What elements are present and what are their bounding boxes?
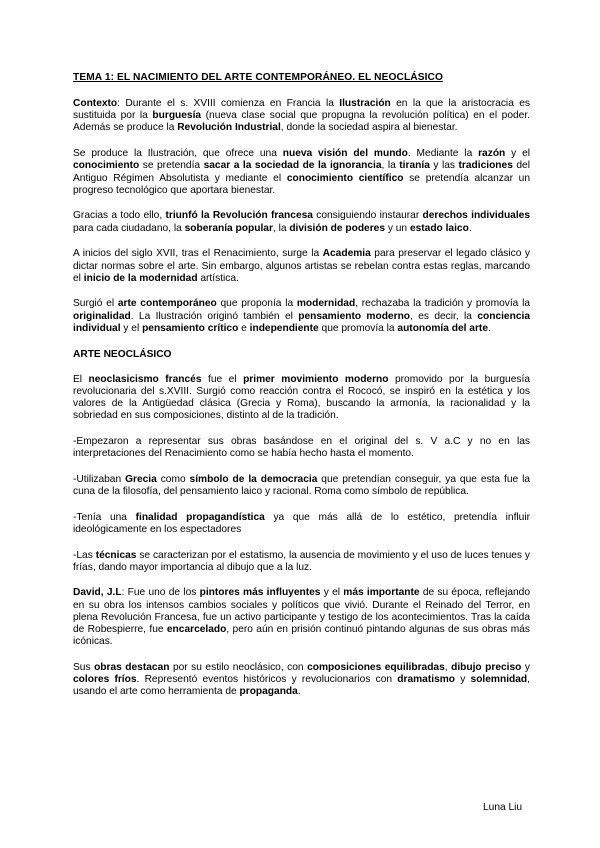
text-run: del Antiguo Régimen Absolutista y mediante el <box>73 160 530 184</box>
bold-term: división de poderes <box>289 222 386 234</box>
text-run: artística. <box>197 272 239 284</box>
text-run: , es decir, la <box>410 310 478 322</box>
bold-term: dramatismo <box>397 674 456 686</box>
text-run: para preservar el legado clásico y dictar normas sobre el arte. Sin embargo, algunos artistas se rebelan contra estas reglas, marcando el <box>73 248 530 284</box>
text-run: -Tenía una <box>73 511 136 523</box>
text-run: promovido por la burguesía revolucionaria del s.XVIII. Surgió como reacción contra el Rococó, se inspiró en la estética y los valores de la Antigüedad clásica (Grecia y Roma), buscando la armonía, la racionalidad y la sobriedad en sus composiciones, distinto al de la tradición. <box>73 373 530 422</box>
intro-section <box>73 98 530 335</box>
bold-term: composiciones equilibradas <box>307 662 445 673</box>
body-paragraph <box>73 374 530 423</box>
text-run: -Las <box>73 549 96 561</box>
text-run: consiguiendo instaurar <box>312 210 423 222</box>
text-run: , rechazaba la tradición y promovía la <box>355 298 531 310</box>
text-run: que promovía la <box>318 322 398 334</box>
bold-term: colores fríos <box>73 674 137 686</box>
text-run: Se produce la Ilustración, que ofrece una <box>73 148 283 160</box>
text-run: . Representó eventos históricos y revolucionarios con <box>136 674 398 686</box>
text-run: ya que más allá de lo estético, pretendía influir ideológicamente en los espectadores <box>73 511 530 535</box>
text-run: , <box>444 662 452 673</box>
bold-term: Contexto <box>73 98 118 109</box>
text-run: El <box>73 373 89 385</box>
body-paragraph <box>73 436 530 460</box>
bold-term: pintores más influyentes <box>199 587 321 599</box>
bold-term: burguesía <box>152 110 202 122</box>
text-run: y las <box>429 160 459 172</box>
text-run: , usando el arte como herramienta de <box>73 674 530 698</box>
bold-term: neoclasicismo francés <box>88 373 202 385</box>
bold-term: Ilustración <box>339 98 391 109</box>
text-run: para cada ciudadano, la <box>73 222 185 234</box>
bold-term: técnicas <box>95 549 137 561</box>
text-run: y <box>521 662 530 673</box>
text-run: . Mediante la <box>407 148 479 160</box>
bold-term: tradiciones <box>458 160 513 172</box>
text-run: , la <box>381 160 400 172</box>
body-paragraph <box>73 98 530 135</box>
text-run: , pero aún en prisión continuó pintando algunas de sus obras más icónicas. <box>73 624 531 648</box>
text-run: fue el <box>201 373 244 385</box>
body-paragraph <box>73 148 530 197</box>
body-paragraph <box>73 662 530 699</box>
bold-term: conocimiento <box>73 160 140 172</box>
bold-term: encarcelado <box>166 624 227 636</box>
bold-term: primer movimiento moderno <box>243 373 389 385</box>
text-run: , la <box>272 222 290 234</box>
text-run: y el <box>320 587 344 599</box>
text-run: se pretendía alcanzar un progreso tecnológico que aportara bienestar. <box>73 172 531 196</box>
bold-term: pensamiento crítico <box>142 322 239 334</box>
text-run: por su estilo neoclásico, con <box>169 662 308 673</box>
document-title: TEMA 1: EL NACIMIENTO DEL ARTE CONTEMPORÁNEO. EL NEOCLÁSICO <box>73 72 444 83</box>
text-run: (nueva clase social que propugna la revolución política) en el poder. Además se produce la <box>73 110 530 134</box>
body-paragraph <box>73 512 530 536</box>
text-run: . <box>468 222 472 234</box>
bold-term: sacar a la sociedad de la ignorancia <box>203 160 382 172</box>
bold-term: símbolo de la democracia <box>189 473 318 485</box>
bold-term: propaganda <box>239 686 298 698</box>
text-run: y el <box>120 322 143 334</box>
bold-term: nueva visión del mundo <box>282 148 408 160</box>
bold-term: Grecia <box>125 473 157 485</box>
text-run: que pretendían conseguir, ya que esta fue la cuna de la filosofía, del pensamiento laico y racional. Roma como símbolo de república. <box>73 473 531 497</box>
bold-term: razón <box>478 148 506 160</box>
bold-term: David, J.L <box>73 587 122 599</box>
text-run: se pretendía <box>139 160 204 172</box>
body-paragraph <box>73 210 530 234</box>
bold-term: solemnidad <box>470 674 528 686</box>
text-run: y <box>455 674 471 686</box>
text-run: Gracias a todo ello, <box>73 210 166 222</box>
bold-term: estado laico <box>409 222 469 234</box>
text-run: . <box>488 322 491 334</box>
body-paragraph <box>73 474 530 498</box>
text-run: y el <box>505 148 530 160</box>
bold-term: más importante <box>343 587 420 599</box>
text-run: . La Ilustración originó también el <box>130 310 299 322</box>
section-heading: ARTE NEOCLÁSICO <box>73 348 172 360</box>
text-run: y un <box>385 222 410 234</box>
text-run: : Durante el s. XVIII comienza en Francia la <box>117 98 340 109</box>
text-run: en la que la aristocracia es sustituida por la <box>73 98 530 122</box>
bold-term: triunfó la Revolución francesa <box>165 210 313 222</box>
text-run: , donde la sociedad aspira al bienestar. <box>280 122 458 134</box>
text-run: : Fue uno de los <box>121 587 200 599</box>
bold-term: arte contemporáneo <box>117 298 217 310</box>
bold-term: modernidad <box>296 298 356 310</box>
body-paragraph <box>73 298 530 335</box>
bold-term: originalidad <box>73 310 131 322</box>
bold-term: finalidad propagandística <box>135 511 265 523</box>
bold-term: Revolución Industrial <box>177 122 281 134</box>
bold-term: derechos individuales <box>422 210 531 222</box>
text-run: que proponía la <box>216 298 297 310</box>
text-run: A inicios del siglo XVII, tras el Renacimiento, surge la <box>73 248 323 260</box>
text-run: e <box>238 322 250 334</box>
text-run: se caracterizan por el estatismo, la ausencia de movimiento y el uso de luces tenues y frías, dando mayor importancia al dibujo que a la luz. <box>73 549 530 573</box>
body-paragraph <box>73 550 530 574</box>
bold-term: pensamiento moderno <box>298 310 411 322</box>
bold-term: obras destacan <box>94 662 170 673</box>
text-run: como <box>156 473 190 485</box>
bold-term: conciencia individual <box>73 310 530 334</box>
text-run: Sus <box>73 662 95 673</box>
text-run: de su época, reflejando en su obra los intensos cambios sociales y políticos que vivió. Durante el Reinado del Terror, en plena Revolución Francesa, fue un activo participante y testigo de los acontecimientos. Tras la caída de Robespierre, fue <box>73 587 531 636</box>
author-name: Luna Liu <box>483 802 523 813</box>
bold-term: inicio de la modernidad <box>83 272 198 284</box>
bold-term: dibujo preciso <box>451 662 522 673</box>
body-paragraph <box>73 248 530 285</box>
text-run: . <box>297 686 301 698</box>
document-page <box>73 72 530 712</box>
bold-term: soberanía popular <box>184 222 273 234</box>
bold-term: independiente <box>249 322 319 334</box>
text-run: Surgió el <box>73 298 118 310</box>
text-run: -Utilizaban <box>73 473 126 485</box>
bold-term: Academia <box>322 248 371 260</box>
bold-term: tiranía <box>399 160 430 172</box>
bold-term: autonomía del arte <box>397 322 488 334</box>
bold-term: conocimiento científico <box>286 172 404 184</box>
text-run: -Empezaron a representar sus obras basándose en el original del s. V a.C y no en las interpretaciones del Renacimiento como se había hecho hasta el momento. <box>73 435 530 460</box>
body-paragraph <box>73 587 530 648</box>
neoclassic-section <box>73 374 530 699</box>
